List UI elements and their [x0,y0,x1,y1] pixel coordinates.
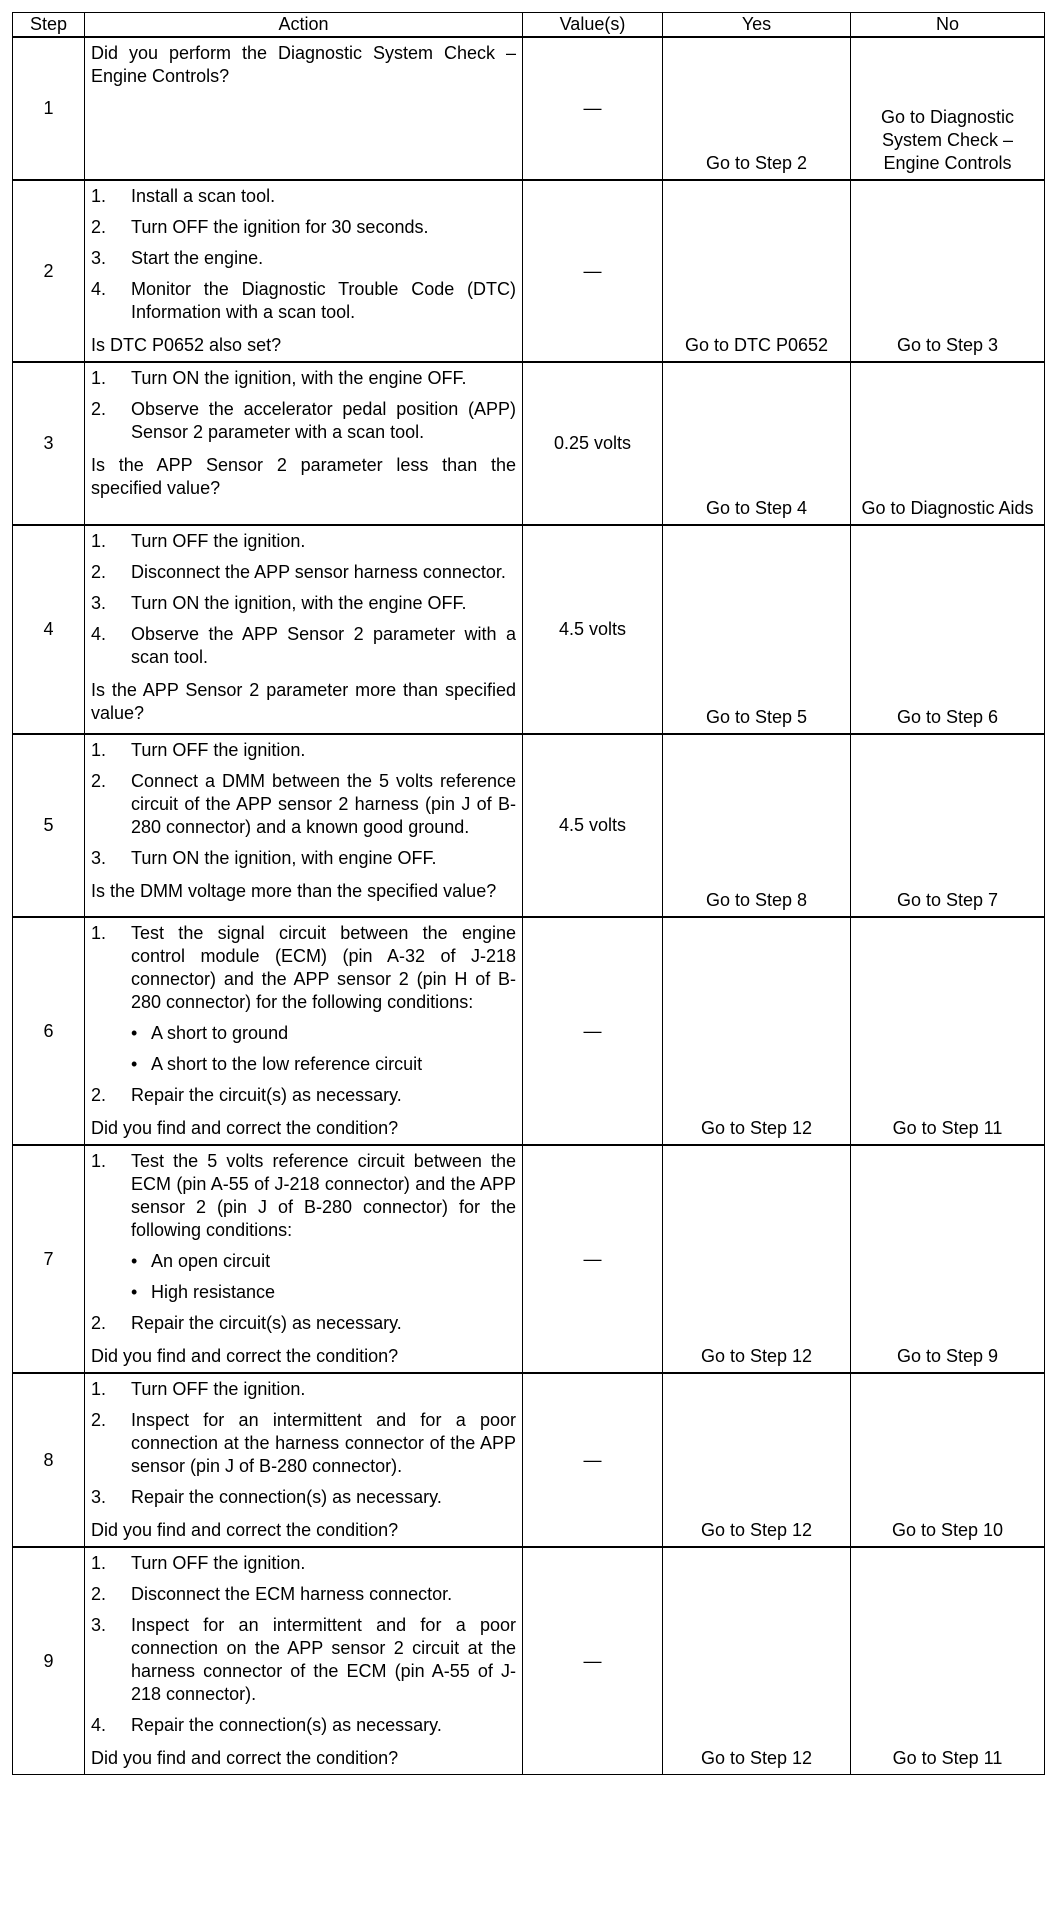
item-text: Test the signal circuit between the engine control module (ECM) (pin A-32 of J-218 connector) and the APP sensor 2 (pin H of B-280 connector) for the following conditions: [131,923,516,1012]
item-number: 1. [91,186,107,206]
action-item [91,1378,516,1401]
no-result: Go to Step 7 [851,734,1045,917]
action-cell [85,1145,523,1373]
table-row [13,180,1045,362]
yes-result: Go to Step 12 [663,1547,851,1775]
question-text: Did you find and correct the condition? [91,1346,399,1366]
item-text: Connect a DMM between the 5 volts reference circuit of the APP sensor 2 harness (pin J of B-280 connector) and a known good ground. [131,771,516,837]
value-cell: — [523,917,663,1145]
yes-result: Go to Step 12 [663,917,851,1145]
item-text: Repair the circuit(s) as necessary. [131,1313,402,1333]
value-cell: — [523,180,663,362]
item-number: 1. [91,740,107,760]
item-text: Inspect for an intermittent and for a poor connection at the harness connector of the APP sensor (pin J of B-280 connector). [131,1410,516,1476]
item-number: 4. [91,1715,107,1735]
item-number: 3. [91,1487,107,1507]
step-number: 2 [13,180,85,362]
action-item [91,216,516,239]
question-text: Is DTC P0652 also set? [91,335,282,355]
action-item [91,1312,516,1335]
item-number: 3. [91,593,107,613]
bullet-text: A short to the low reference circuit [151,1054,423,1074]
item-text: Turn ON the ignition, with engine OFF. [131,848,437,868]
yes-result: Go to Step 12 [663,1145,851,1373]
item-number: 1. [91,923,107,943]
condition-bullet [131,1022,516,1045]
item-number: 1. [91,368,107,388]
action-item [91,367,516,390]
question-text: Is the DMM voltage more than the specified value? [91,881,497,901]
item-number: 2. [91,399,107,419]
value-cell: — [523,1373,663,1547]
action-cell [85,180,523,362]
item-text: Install a scan tool. [131,186,276,206]
question-text: Is the APP Sensor 2 parameter more than specified value? [91,680,516,723]
bullet-icon: • [131,1023,138,1043]
diagnostic-table [12,12,1045,1775]
header-row [13,13,1045,38]
action-item [91,561,516,584]
item-text: Turn OFF the ignition. [131,1553,306,1573]
value-cell: 0.25 volts [523,362,663,525]
no-result: Go to Diagnostic Aids [851,362,1045,525]
table-row [13,1547,1045,1775]
item-text: Turn OFF the ignition. [131,531,306,551]
action-item [91,1409,516,1478]
action-cell [85,37,523,180]
action-item [91,398,516,444]
item-number: 2. [91,1584,107,1604]
item-text: Disconnect the ECM harness connector. [131,1584,453,1604]
action-cell [85,917,523,1145]
item-text: Observe the accelerator pedal position (APP) Sensor 2 parameter with a scan tool. [131,399,516,442]
action-item [91,1486,516,1509]
item-number: 3. [91,248,107,268]
yes-result: Go to Step 12 [663,1373,851,1547]
item-number: 2. [91,217,107,237]
value-cell: 4.5 volts [523,734,663,917]
yes-result: Go to Step 8 [663,734,851,917]
action-item [91,1150,516,1242]
item-text: Turn OFF the ignition for 30 seconds. [131,217,429,237]
no-result: Go to Step 6 [851,525,1045,734]
condition-bullet [131,1053,516,1076]
item-text: Disconnect the APP sensor harness connector. [131,562,506,582]
table-body [13,37,1045,1775]
action-item [91,623,516,669]
item-text: Repair the circuit(s) as necessary. [131,1085,402,1105]
action-cell [85,525,523,734]
item-text: Observe the APP Sensor 2 parameter with a scan tool. [131,624,516,667]
action-item [91,922,516,1014]
action-item [91,185,516,208]
step-number: 9 [13,1547,85,1775]
item-number: 2. [91,1085,107,1105]
action-item [91,1084,516,1107]
value-cell: 4.5 volts [523,525,663,734]
item-number: 3. [91,848,107,868]
action-cell [85,362,523,525]
table-row [13,1373,1045,1547]
action-cell [85,734,523,917]
question-text: Did you find and correct the condition? [91,1748,399,1768]
item-text: Turn ON the ignition, with the engine OFF. [131,593,467,613]
item-text: Inspect for an intermittent and for a poor connection on the APP sensor 2 circuit at the harness connector of the ECM (pin A-55 of J-218 connector). [131,1615,516,1704]
item-number: 2. [91,1313,107,1333]
header-values: Value(s) [523,13,663,38]
step-number: 1 [13,37,85,180]
item-number: 4. [91,624,107,644]
condition-bullet [131,1250,516,1273]
step-number: 3 [13,362,85,525]
item-number: 3. [91,1615,107,1635]
item-text: Start the engine. [131,248,264,268]
item-text: Monitor the Diagnostic Trouble Code (DTC) Information with a scan tool. [131,279,516,322]
yes-result: Go to Step 5 [663,525,851,734]
table-row [13,1145,1045,1373]
no-result: Go to Diagnostic System Check – Engine Controls [851,37,1045,180]
action-cell [85,1373,523,1547]
item-number: 1. [91,531,107,551]
no-result: Go to Step 3 [851,180,1045,362]
value-cell: — [523,1145,663,1373]
bullet-icon: • [131,1054,138,1074]
action-item [91,278,516,324]
table-row [13,734,1045,917]
item-text: Repair the connection(s) as necessary. [131,1715,442,1735]
yes-result: Go to Step 4 [663,362,851,525]
no-result: Go to Step 10 [851,1373,1045,1547]
table-row [13,917,1045,1145]
yes-result: Go to DTC P0652 [663,180,851,362]
item-number: 1. [91,1151,107,1171]
table-row [13,525,1045,734]
item-text: Turn OFF the ignition. [131,740,306,760]
step-number: 5 [13,734,85,917]
step-number: 4 [13,525,85,734]
header-yes: Yes [663,13,851,38]
action-item [91,530,516,553]
value-cell: — [523,37,663,180]
no-result: Go to Step 9 [851,1145,1045,1373]
action-item [91,1552,516,1575]
item-text: Test the 5 volts reference circuit between the ECM (pin A-55 of J-218 connector) and the APP sensor 2 (pin J of B-280 connector) for the following conditions: [131,1151,516,1240]
bullet-icon: • [131,1282,138,1302]
question-text: Did you find and correct the condition? [91,1118,399,1138]
action-item [91,1614,516,1706]
step-number: 7 [13,1145,85,1373]
item-number: 2. [91,771,107,791]
item-text: Repair the connection(s) as necessary. [131,1487,442,1507]
item-number: 1. [91,1379,107,1399]
no-result: Go to Step 11 [851,1547,1045,1775]
step-number: 8 [13,1373,85,1547]
item-number: 2. [91,562,107,582]
value-cell: — [523,1547,663,1775]
question-text: Is the APP Sensor 2 parameter less than the specified value? [91,455,516,498]
header-action: Action [85,13,523,38]
action-item [91,592,516,615]
step-number: 6 [13,917,85,1145]
action-item [91,247,516,270]
item-number: 2. [91,1410,107,1430]
bullet-text: High resistance [151,1282,276,1302]
item-number: 4. [91,279,107,299]
bullet-text: A short to ground [151,1023,289,1043]
action-cell [85,1547,523,1775]
question-text: Did you perform the Diagnostic System Check – Engine Controls? [91,43,516,86]
action-item [91,847,516,870]
header-step: Step [13,13,85,38]
item-text: Turn OFF the ignition. [131,1379,306,1399]
bullet-text: An open circuit [151,1251,271,1271]
header-no: No [851,13,1045,38]
table-row [13,362,1045,525]
yes-result: Go to Step 2 [663,37,851,180]
bullet-icon: • [131,1251,138,1271]
item-number: 1. [91,1553,107,1573]
action-item [91,770,516,839]
question-text: Did you find and correct the condition? [91,1520,399,1540]
condition-bullet [131,1281,516,1304]
action-item [91,1583,516,1606]
action-item [91,1714,516,1737]
item-text: Turn ON the ignition, with the engine OFF. [131,368,467,388]
table-row [13,37,1045,180]
no-result: Go to Step 11 [851,917,1045,1145]
action-item [91,739,516,762]
